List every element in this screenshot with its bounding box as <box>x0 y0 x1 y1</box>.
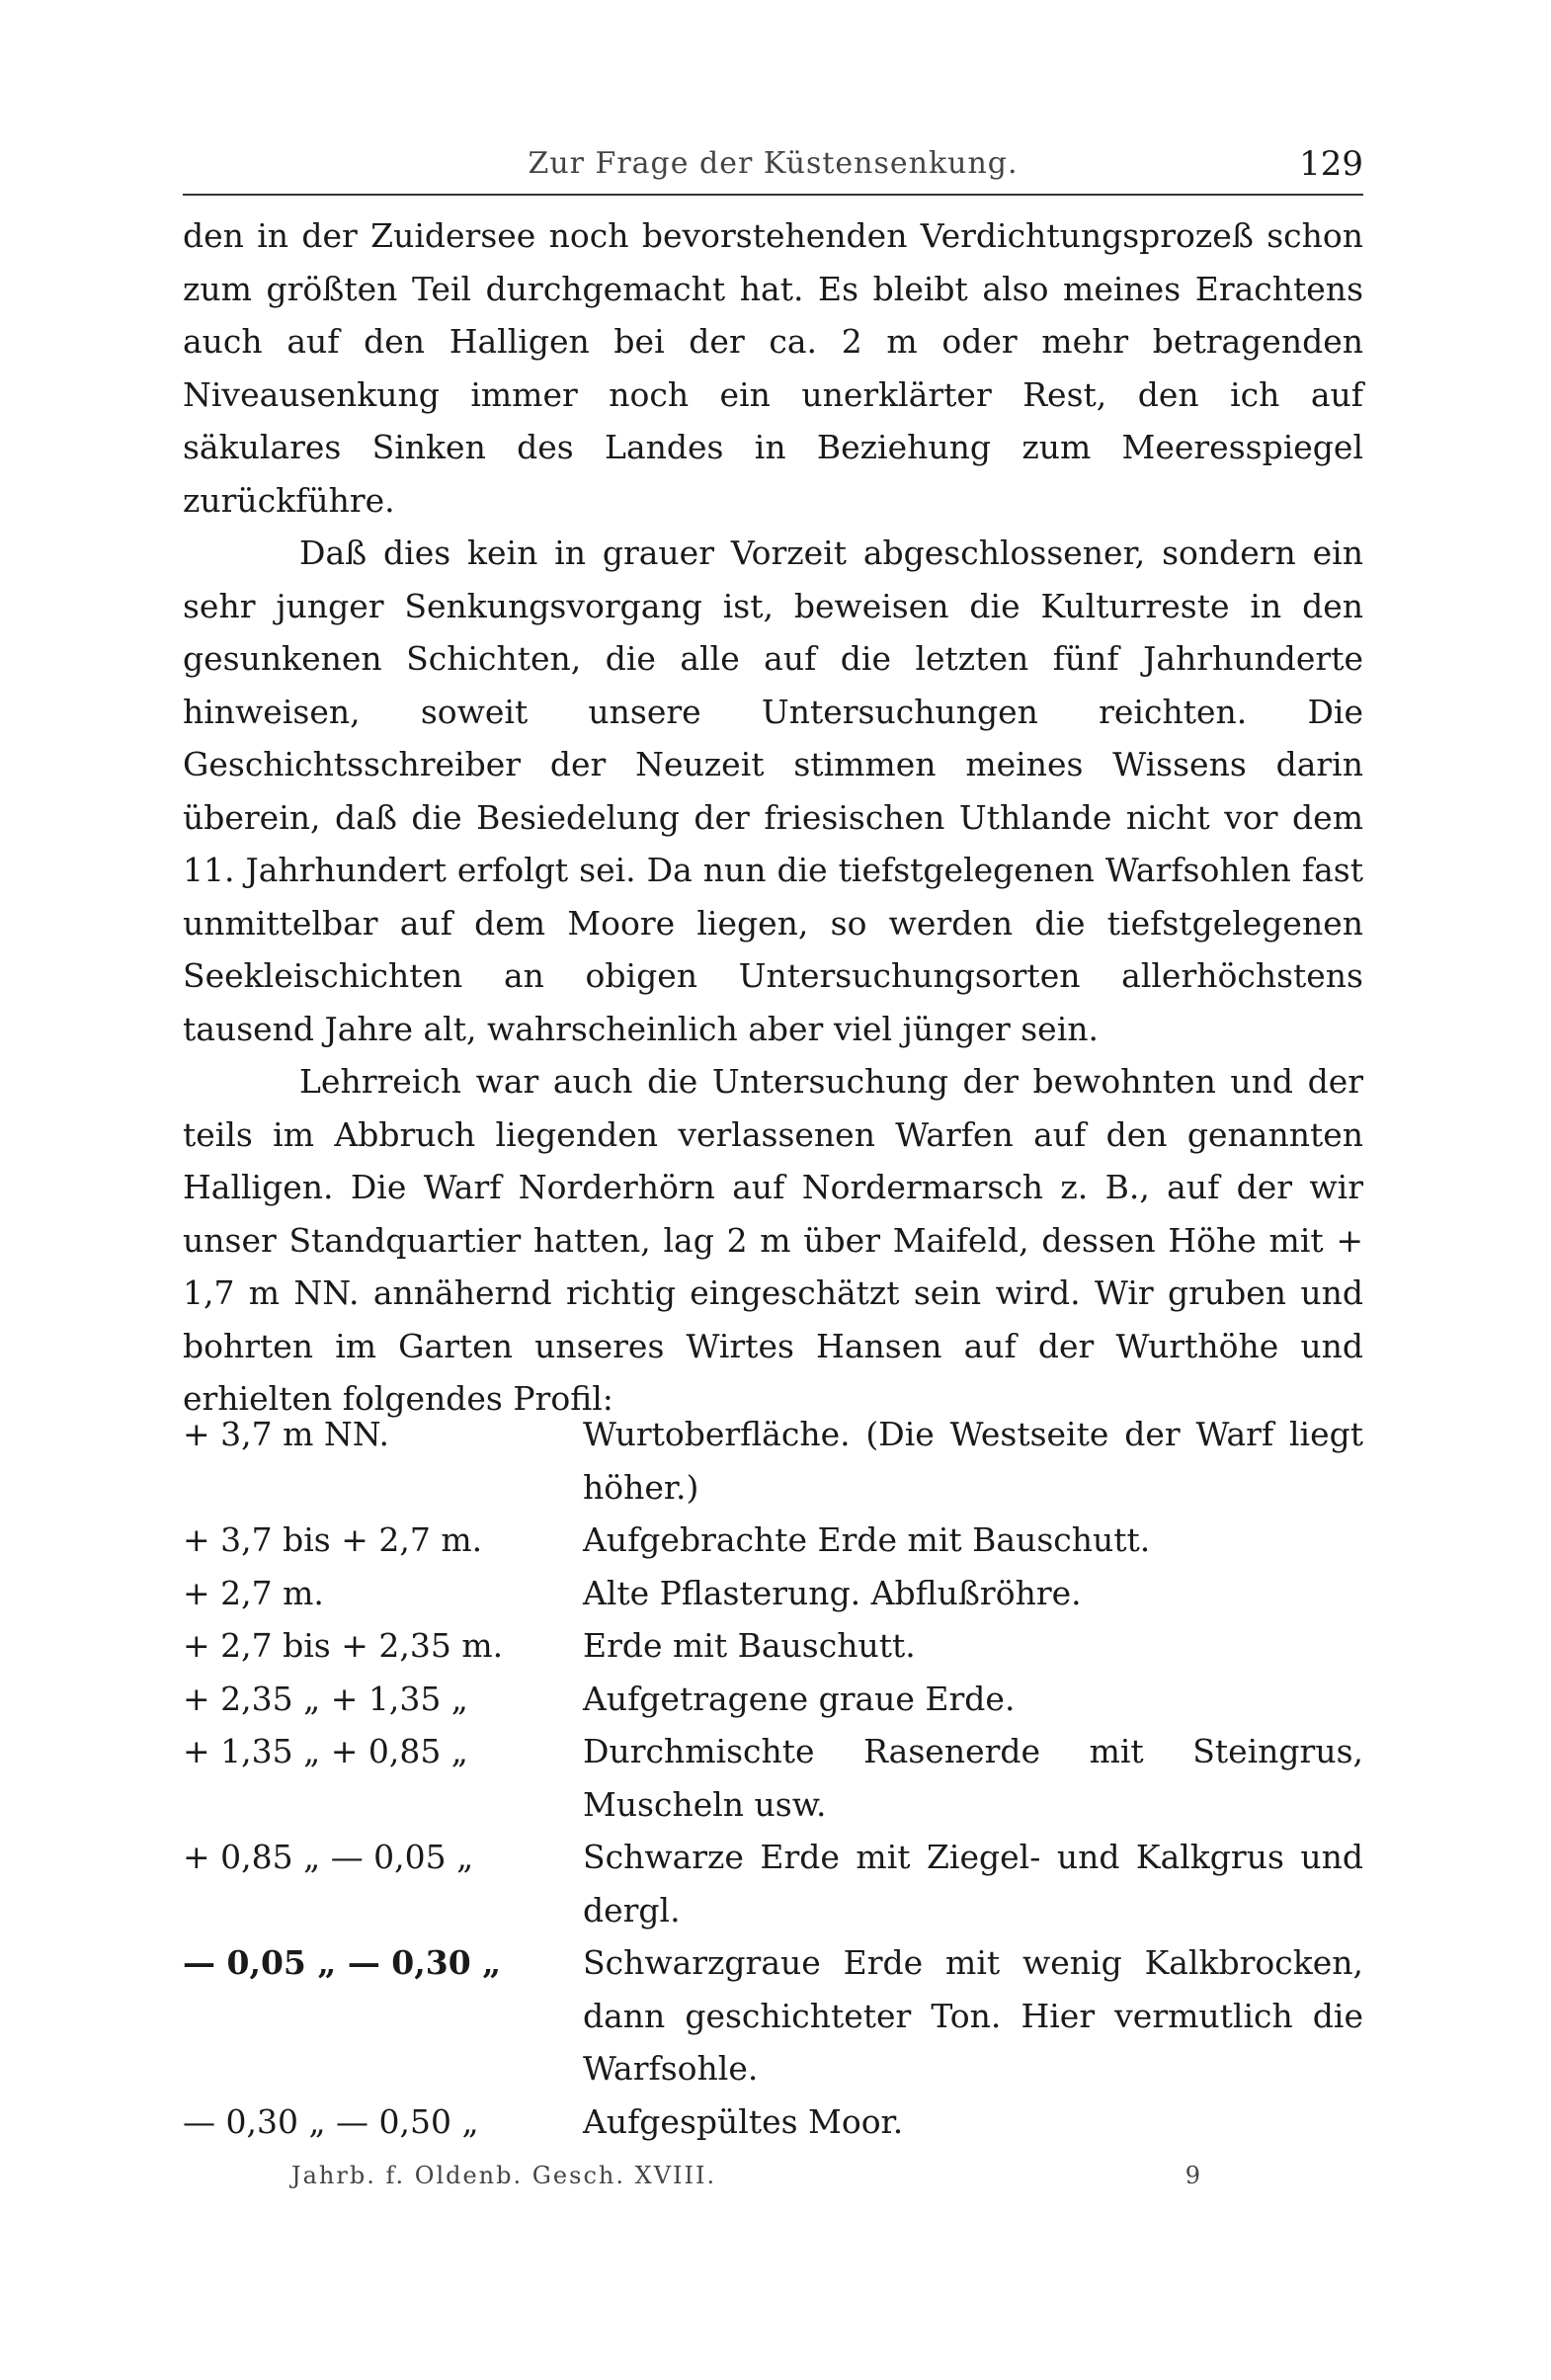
profile-description: Aufgetragene graue Erde. <box>583 1679 1016 1718</box>
profile-description: Erde mit Bauschutt. <box>583 1626 916 1665</box>
profile-description: Schwarze Erde mit Ziegel- und Kalkgrus und dergl. <box>583 1838 1363 1929</box>
soil-profile-list <box>183 1408 1363 2148</box>
profile-depth: + 0,85 „ — 0,05 „ <box>183 1838 474 1876</box>
profile-row <box>183 1831 1363 1936</box>
profile-row <box>183 2095 1363 2149</box>
profile-depth: + 2,7 m. <box>183 1573 324 1612</box>
running-head <box>183 138 1363 188</box>
paragraph: Lehrreich war auch die Untersuchung der bewohnten und der teils im Abbruch liegenden verlassenen Warfen auf den genannten Halligen. Die Warf Norderhörn auf Nordermarsch z. B., auf der wir unser Standquartier hatten, lag 2 m über Maifeld, dessen Höhe mit + 1,7 m NN. annähernd richtig eingeschätzt sein wird. Wir gruben und bohrten im Garten unseres Wirtes Hansen auf der Wurthöhe und erhielten folgendes Profil: <box>183 1062 1363 1418</box>
profile-row <box>183 1514 1363 1567</box>
profile-depth: + 3,7 m NN. <box>183 1415 390 1453</box>
profile-description: Durchmischte Rasenerde mit Steingrus, Muscheln usw. <box>583 1732 1363 1824</box>
header-rule <box>183 194 1363 196</box>
sheet-mark: 9 <box>1184 2162 1200 2189</box>
profile-description: Wurtoberfläche. (Die Westseite der Warf liegt höher.) <box>583 1415 1363 1507</box>
profile-depth: + 1,35 „ + 0,85 „ <box>183 1732 468 1770</box>
page-footer <box>183 2162 1363 2201</box>
footer-signature: Jahrb. f. Oldenb. Gesch. XVIII. <box>291 2162 717 2189</box>
profile-depth: — 0,30 „ — 0,50 „ <box>183 2101 479 2141</box>
profile-depth: + 3,7 bis + 2,7 m. <box>183 1520 483 1559</box>
body-text <box>183 209 1363 1426</box>
profile-description: Schwarzgraue Erde mit wenig Kalkbrocken, dann geschichteter Ton. Hier vermutlich die Warfsohle. <box>583 1943 1363 2088</box>
profile-row <box>183 1408 1363 1514</box>
profile-row <box>183 1673 1363 1726</box>
profile-depth: — 0,05 „ — 0,30 „ <box>183 1943 502 1982</box>
paragraph: den in der Zuidersee noch bevorstehenden Verdichtungsprozeß schon zum größten Teil durchgemacht hat. Es bleibt also meines Erachtens auch auf den Halligen bei der ca. 2 m oder mehr betragenden Niveausenkung immer noch ein unerklärter Rest, den ich auf säkulares Sinken des Landes in Beziehung zum Meeresspiegel zurückführe. <box>183 216 1363 520</box>
profile-depth: + 2,7 bis + 2,35 m. <box>183 1626 504 1665</box>
profile-description: Aufgebrachte Erde mit Bauschutt. <box>583 1520 1151 1559</box>
profile-row <box>183 1936 1363 2095</box>
profile-row <box>183 1725 1363 1831</box>
profile-row <box>183 1619 1363 1673</box>
paragraph: Daß dies kein in grauer Vorzeit abgeschlossener, sondern ein sehr junger Senkungsvorgang ist, beweisen die Kulturreste in den gesunkenen Schichten, die alle auf die letzten fünf Jahrhunderte hinweisen, soweit unsere Untersuchungen reichten. Die Geschichtsschreiber der Neuzeit stimmen meines Wissens darin überein, daß die Besiedelung der friesischen Uthlande nicht vor dem 11. Jahrhundert erfolgt sei. Da nun die tiefstgelegenen Warfsohlen fast unmittelbar auf dem Moore liegen, so werden die tiefstgelegenen Seekleischichten an obigen Untersuchungsorten allerhöchstens tausend Jahre alt, wahrscheinlich aber viel jünger sein. <box>183 533 1363 1048</box>
profile-row <box>183 1567 1363 1620</box>
page-number: 129 <box>1299 144 1363 184</box>
profile-depth: + 2,35 „ + 1,35 „ <box>183 1679 468 1718</box>
profile-description: Alte Pflasterung. Abflußröhre. <box>583 1573 1082 1612</box>
profile-description: Aufgespültes Moor. <box>583 2101 904 2141</box>
running-title: Zur Frage der Küstensenkung. <box>528 146 1019 181</box>
